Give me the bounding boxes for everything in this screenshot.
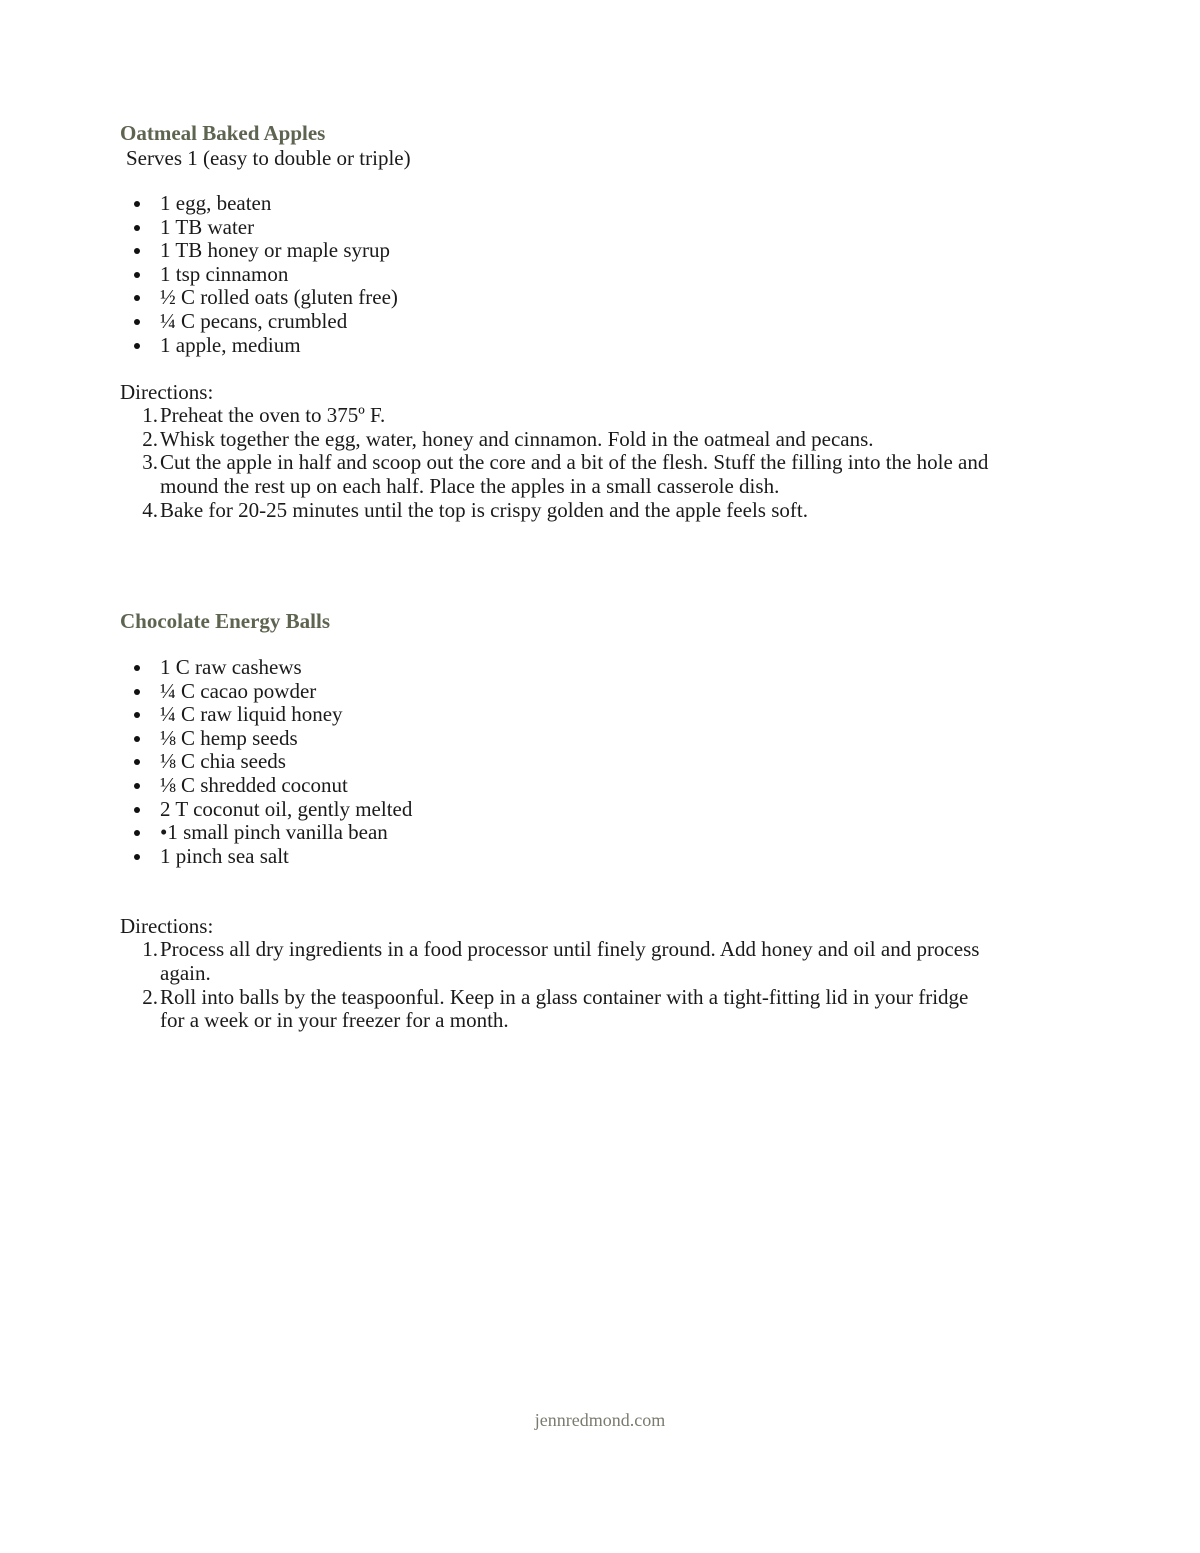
ingredient-item: ¼ C pecans, crumbled: [120, 310, 1020, 334]
ingredient-item: 1 egg, beaten: [120, 192, 1020, 216]
ingredient-item: 1 apple, medium: [120, 334, 1020, 358]
step-text: Cut the apple in half and scoop out the core and a bit of the flesh. Stuff the filling into the hole and mound the rest up on each half. Place the apples in a small casserole dish.: [160, 450, 989, 498]
ingredient-item: ⅛ C hemp seeds: [120, 727, 1020, 751]
ingredient-item: ⅛ C shredded coconut: [120, 774, 1020, 798]
ingredient-item: 1 tsp cinnamon: [120, 263, 1020, 287]
direction-step: [120, 938, 990, 985]
recipe-chocolate-energy-balls: [120, 608, 1020, 1033]
step-number: 2.: [142, 984, 158, 1009]
ingredient-item: ¼ C raw liquid honey: [120, 703, 1020, 727]
step-number: 1.: [142, 403, 158, 428]
footer-website: jennredmond.com: [534, 1410, 666, 1430]
direction-step: [120, 451, 990, 498]
direction-step: [120, 499, 990, 523]
ingredient-item: 1 pinch sea salt: [120, 845, 1020, 869]
step-text: Preheat the oven to 375º F.: [160, 403, 386, 428]
ingredient-item: 2 T coconut oil, gently melted: [120, 798, 1020, 822]
ingredient-item: ¼ C cacao powder: [120, 680, 1020, 704]
step-number: 4.: [142, 497, 158, 522]
direction-step: [120, 986, 990, 1033]
direction-step: [120, 404, 990, 428]
step-text: Roll into balls by the teaspoonful. Keep in a glass container with a tight-fitting lid in your fridge for a week or in your freezer for a month.: [160, 984, 969, 1033]
recipe-title: Oatmeal Baked Apples: [120, 121, 326, 145]
step-text: Whisk together the egg, water, honey and cinnamon. Fold in the oatmeal and pecans.: [160, 426, 874, 451]
directions-list: [120, 404, 1020, 522]
direction-step: [120, 428, 990, 452]
ingredient-item: 1 TB honey or maple syrup: [120, 239, 1020, 263]
step-number: 1.: [142, 937, 158, 962]
ingredient-item: •1 small pinch vanilla bean: [120, 821, 1020, 845]
step-number: 3.: [142, 450, 158, 475]
ingredient-list: [120, 192, 1020, 357]
ingredient-item: 1 C raw cashews: [120, 656, 1020, 680]
recipe-serves: Serves 1 (easy to double or triple): [126, 146, 411, 170]
directions-label: Directions:: [120, 914, 214, 939]
ingredient-item: 1 TB water: [120, 216, 1020, 240]
step-number: 2.: [142, 426, 158, 451]
recipe-title: Chocolate Energy Balls: [120, 609, 330, 633]
directions-label: Directions:: [120, 380, 214, 405]
step-text: Bake for 20-25 minutes until the top is crispy golden and the apple feels soft.: [160, 497, 808, 522]
ingredient-item: ½ C rolled oats (gluten free): [120, 286, 1020, 310]
step-text: Process all dry ingredients in a food processor until finely ground. Add honey and oil and process again.: [160, 937, 980, 985]
ingredient-item: ⅛ C chia seeds: [120, 750, 1020, 774]
ingredient-list: [120, 656, 1020, 868]
recipe-oatmeal-baked-apples: [120, 120, 1020, 522]
directions-list: [120, 938, 1020, 1032]
